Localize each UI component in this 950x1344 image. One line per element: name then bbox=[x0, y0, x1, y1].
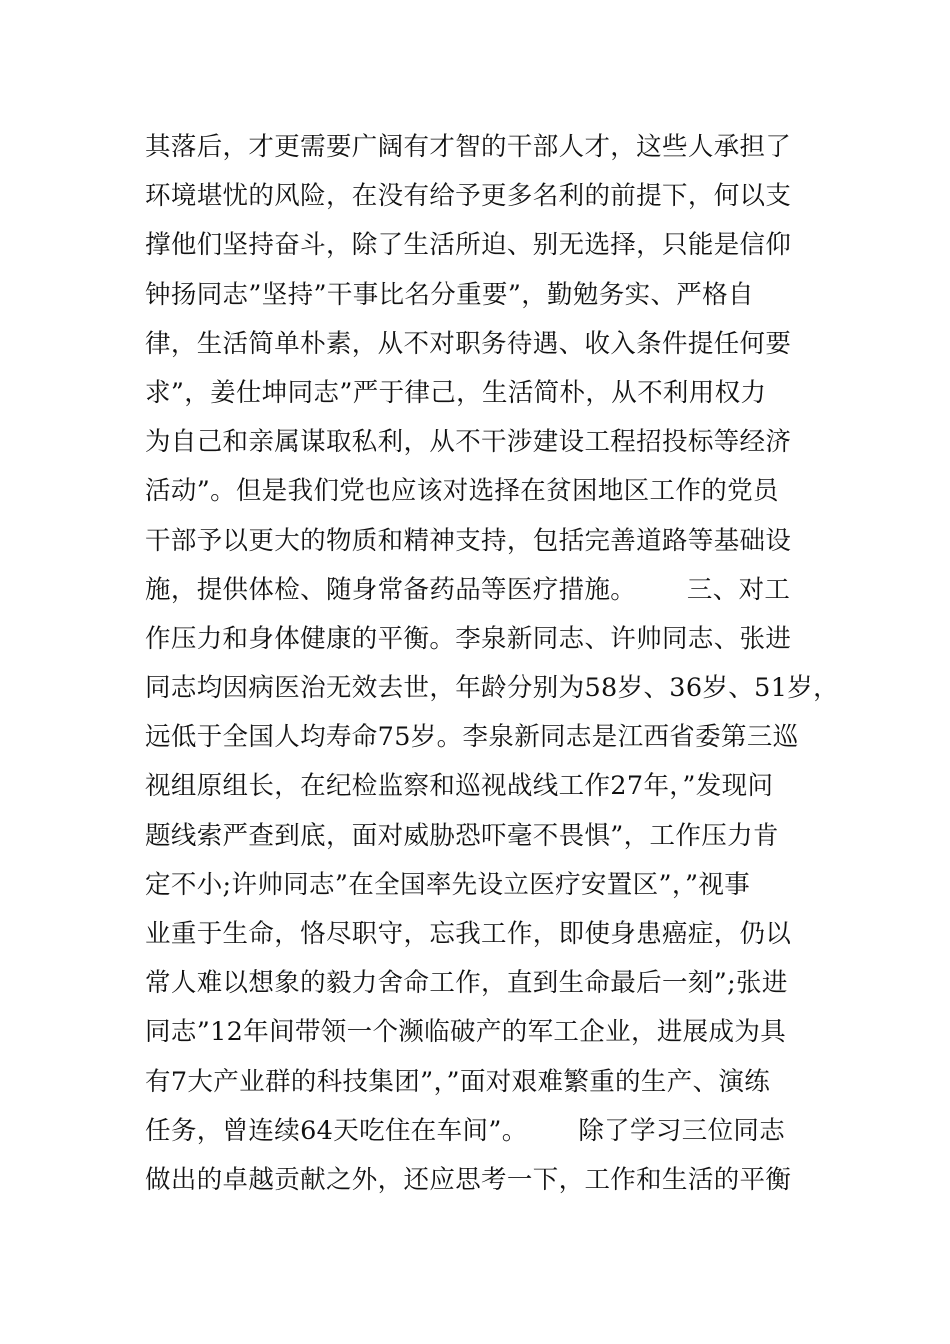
text-line: 任务，曾连续64天吃住在车间”。 除了学习三位同志 bbox=[145, 1115, 786, 1146]
text-line: 同志均因病医治无效去世，年龄分别为58岁、36岁、51岁， bbox=[145, 673, 839, 704]
text-line: 作压力和身体健康的平衡。李泉新同志、许帅同志、张进 bbox=[145, 623, 792, 654]
text-line: 施，提供体检、随身常备药品等医疗措施。 三、对工 bbox=[145, 574, 791, 605]
text-line: 同志”12年间带领一个濒临破产的军工企业，进展成为具 bbox=[145, 1017, 787, 1048]
text-line: 有7大产业群的科技集团”，”面对艰难繁重的生产、演练 bbox=[145, 1066, 771, 1097]
body-text bbox=[145, 123, 839, 1205]
text-line: 定不小;许帅同志”在全国率先设立医疗安置区”，”视事 bbox=[145, 869, 751, 900]
text-line: 远低于全国人均寿命75岁。李泉新同志是江西省委第三巡 bbox=[145, 722, 799, 753]
text-line: 环境堪忧的风险，在没有给予更多名利的前提下，何以支 bbox=[145, 181, 792, 212]
text-line: 律，生活简单朴素，从不对职务待遇、收入条件提任何要 bbox=[145, 328, 792, 359]
text-line: 常人难以想象的毅力舍命工作，直到生命最后一刻”;张进 bbox=[145, 968, 788, 999]
text-line: 撑他们坚持奋斗，除了生活所迫、别无选择，只能是信仰 bbox=[145, 230, 792, 261]
text-line: 活动”。但是我们党也应该对选择在贫困地区工作的党员 bbox=[145, 476, 779, 507]
text-line: 干部予以更大的物质和精神支持，包括完善道路等基础设 bbox=[145, 525, 792, 556]
text-line: 为自己和亲属谋取私利，从不干涉建设工程招投标等经济 bbox=[145, 427, 792, 458]
text-line: 做出的卓越贡献之外，还应思考一下，工作和生活的平衡 bbox=[145, 1164, 792, 1195]
text-line: 求”，姜仕坤同志”严于律己，生活简朴，从不利用权力 bbox=[145, 377, 767, 408]
text-line: 钟扬同志”坚持”干事比名分重要”，勤勉务实、严格自 bbox=[145, 279, 754, 310]
text-line: 业重于生命，恪尽职守，忘我工作，即使身患癌症，仍以 bbox=[145, 919, 792, 949]
text-line: 题线索严查到底，面对威胁恐吓毫不畏惧”，工作压力肯 bbox=[145, 820, 779, 851]
text-line: 其落后，才更需要广阔有才智的干部人才，这些人承担了 bbox=[145, 132, 792, 162]
text-line: 视组原组长，在纪检监察和巡视战线工作27年，”发现问 bbox=[145, 771, 774, 802]
